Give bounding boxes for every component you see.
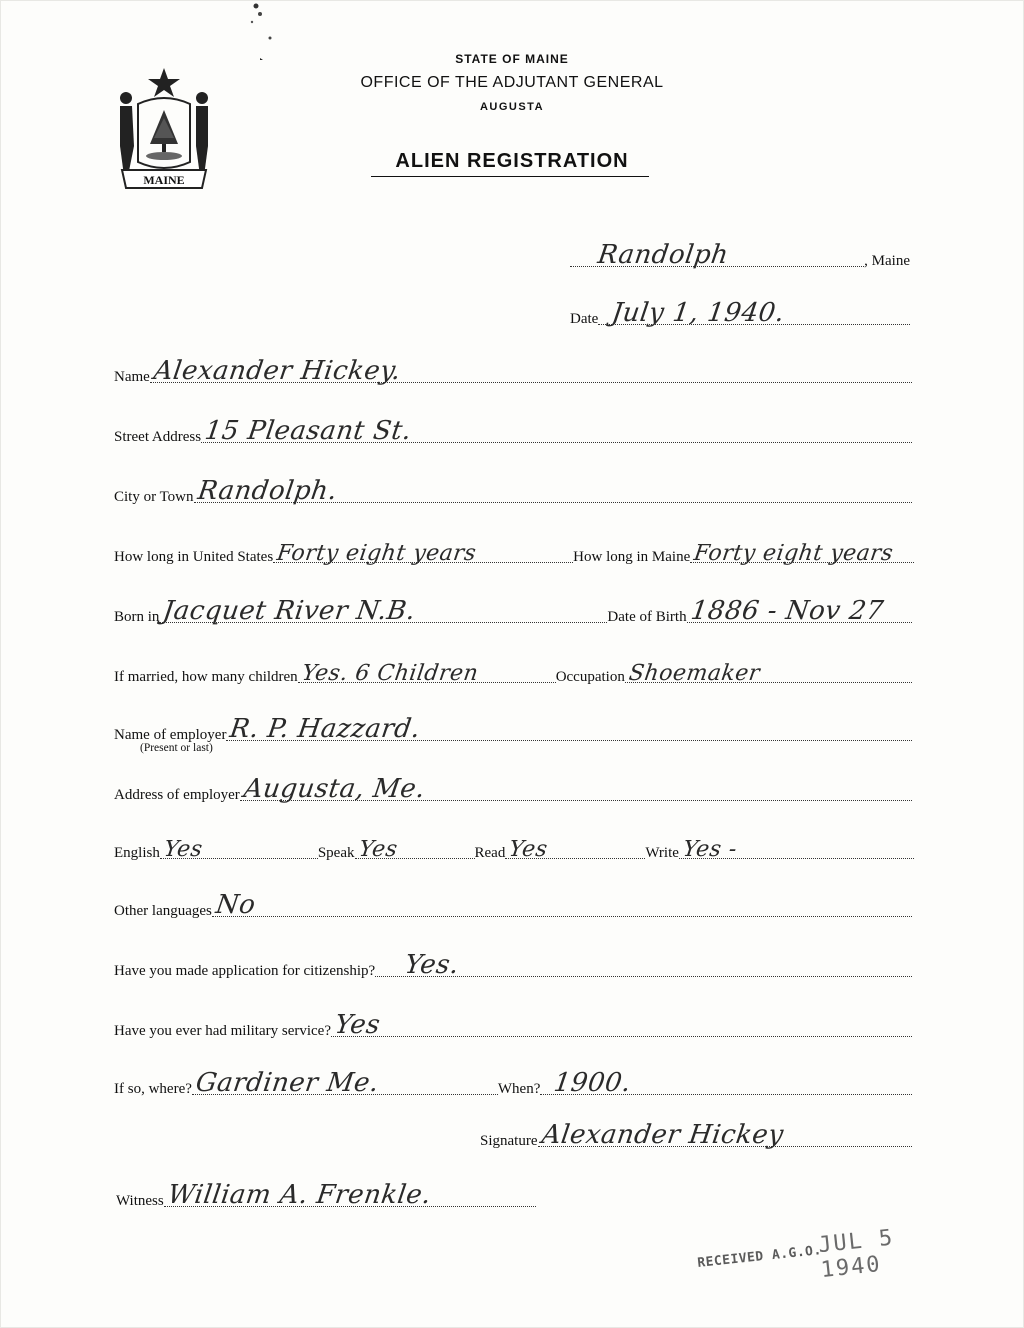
read-field[interactable] bbox=[505, 818, 645, 862]
dob-value: 1886 - Nov 27 bbox=[688, 596, 886, 626]
street-label: Street Address bbox=[114, 429, 202, 445]
military-field[interactable] bbox=[331, 996, 912, 1040]
read-value: Yes bbox=[507, 837, 550, 862]
date-field[interactable] bbox=[598, 284, 910, 328]
town-row bbox=[570, 232, 910, 272]
us-value: Forty eight years bbox=[275, 541, 479, 566]
maine-field[interactable] bbox=[690, 522, 914, 566]
other-languages-label: Other languages bbox=[114, 903, 212, 919]
where-field[interactable] bbox=[192, 1054, 498, 1098]
other-languages-field[interactable] bbox=[212, 876, 912, 920]
children-value: Yes. 6 Children bbox=[299, 661, 480, 686]
military-row bbox=[114, 1002, 912, 1042]
employer-address-value: Augusta, Me. bbox=[241, 774, 427, 804]
where-value: Gardiner Me. bbox=[193, 1068, 381, 1098]
ink-specks bbox=[230, 0, 290, 60]
where-label: If so, where? bbox=[114, 1081, 192, 1097]
street-value: 15 Pleasant St. bbox=[202, 416, 414, 446]
other-languages-value: No bbox=[213, 890, 258, 920]
write-field[interactable] bbox=[679, 818, 914, 862]
military-value: Yes bbox=[332, 1010, 383, 1040]
employer-field[interactable] bbox=[226, 700, 912, 744]
date-row bbox=[570, 290, 910, 330]
employer-address-field[interactable] bbox=[240, 760, 912, 804]
city-row bbox=[114, 468, 912, 508]
name-field[interactable] bbox=[150, 342, 912, 386]
seal-text: MAINE bbox=[143, 173, 185, 187]
speak-label: Speak bbox=[317, 845, 355, 861]
employer-address-row bbox=[114, 766, 912, 806]
date-value: July 1, 1940. bbox=[610, 298, 787, 328]
employer-label: Name of employer bbox=[114, 727, 227, 743]
us-label: How long in United States bbox=[114, 549, 274, 565]
town-value: Randolph bbox=[595, 240, 731, 270]
signature-row bbox=[480, 1112, 912, 1152]
citizenship-row bbox=[114, 942, 912, 982]
title-underline bbox=[371, 176, 649, 177]
city-label: City or Town bbox=[114, 489, 194, 505]
maine-value: Forty eight years bbox=[692, 541, 896, 566]
when-field[interactable] bbox=[540, 1054, 912, 1098]
other-languages-row bbox=[114, 882, 912, 922]
military-label: Have you ever had military service? bbox=[114, 1023, 331, 1039]
speak-value: Yes bbox=[356, 837, 399, 862]
witness-field[interactable] bbox=[164, 1166, 536, 1210]
children-row bbox=[114, 648, 912, 688]
occupation-label: Occupation bbox=[555, 669, 625, 685]
born-value: Jacquet River N.B. bbox=[161, 596, 418, 626]
born-label: Born in bbox=[114, 609, 160, 625]
write-label: Write bbox=[645, 845, 679, 861]
when-value: 1900. bbox=[552, 1068, 634, 1098]
maine-label: How long in Maine bbox=[573, 549, 691, 565]
us-field[interactable] bbox=[273, 522, 573, 566]
state-heading: STATE OF MAINE bbox=[455, 52, 569, 66]
witness-label: Witness bbox=[116, 1193, 164, 1209]
dob-label: Date of Birth bbox=[607, 609, 687, 625]
english-field[interactable] bbox=[160, 818, 318, 862]
residence-row bbox=[114, 528, 914, 568]
name-label: Name bbox=[114, 369, 150, 385]
signature-label: Signature bbox=[480, 1133, 538, 1149]
name-value: Alexander Hickey. bbox=[151, 356, 403, 386]
witness-row bbox=[116, 1172, 536, 1212]
write-value: Yes - bbox=[681, 837, 739, 862]
witness-value: William A. Frenkle. bbox=[165, 1180, 433, 1210]
town-field[interactable] bbox=[570, 226, 864, 270]
street-row bbox=[114, 408, 912, 448]
city-value: Randolph. bbox=[195, 476, 339, 506]
english-value: Yes bbox=[162, 837, 205, 862]
stamp-date: JUL 5 1940 bbox=[816, 1225, 896, 1284]
birth-row bbox=[114, 588, 912, 628]
employer-value: R. P. Hazzard. bbox=[228, 714, 423, 744]
citizenship-value: Yes. bbox=[403, 950, 462, 980]
speak-field[interactable] bbox=[355, 818, 475, 862]
language-row bbox=[114, 824, 914, 864]
dob-field[interactable] bbox=[687, 582, 912, 626]
citizenship-label: Have you made application for citizenship? bbox=[114, 963, 376, 979]
form-title: ALIEN REGISTRATION bbox=[395, 150, 629, 172]
employer-address-label: Address of employer bbox=[114, 787, 240, 803]
street-field[interactable] bbox=[201, 402, 912, 446]
citizenship-field[interactable] bbox=[375, 936, 912, 980]
office-heading: OFFICE OF THE ADJUTANT GENERAL bbox=[360, 74, 664, 91]
service-row bbox=[114, 1060, 912, 1100]
name-row bbox=[114, 348, 912, 388]
when-label: When? bbox=[497, 1081, 541, 1097]
children-field[interactable] bbox=[298, 642, 556, 686]
employer-sublabel: (Present or last) bbox=[140, 742, 213, 754]
read-label: Read bbox=[474, 845, 506, 861]
occupation-value: Shoemaker bbox=[627, 661, 762, 686]
signature-field[interactable] bbox=[538, 1106, 913, 1150]
city-field[interactable] bbox=[194, 462, 912, 506]
employer-row bbox=[114, 706, 912, 746]
born-field[interactable] bbox=[159, 582, 607, 626]
city-heading: AUGUSTA bbox=[479, 101, 545, 113]
date-label: Date bbox=[570, 311, 599, 327]
occupation-field[interactable] bbox=[625, 642, 912, 686]
state-suffix: , Maine bbox=[864, 253, 910, 269]
received-stamp bbox=[694, 1200, 949, 1286]
english-label: English bbox=[114, 845, 160, 861]
stamp-received: RECEIVED A.G.O. bbox=[696, 1243, 823, 1271]
signature-value: Alexander Hickey bbox=[539, 1120, 786, 1150]
children-label: If married, how many children bbox=[114, 669, 298, 685]
